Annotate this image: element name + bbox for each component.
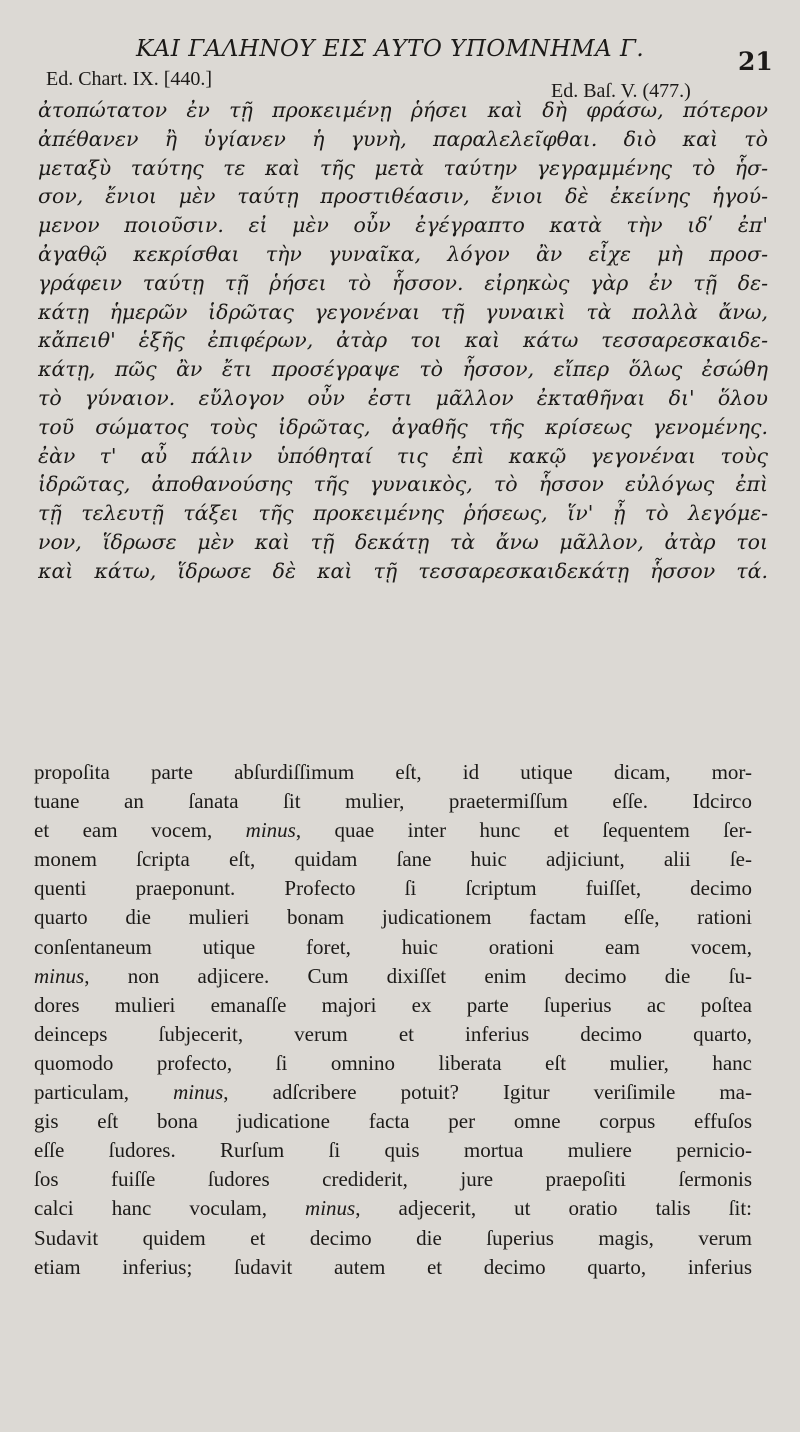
latin-line: deinceps ſubjecerit, verum et inferius decimo quarto, [34,1021,752,1046]
edition-reference-left: Ed. Chart. IX. [440.] [46,68,213,90]
greek-line: κἄπειθ' ἑξῆς ἐπιφέρων, ἀτὰρ τοι καὶ κάτω τεσσαρεσκαιδε- [38,328,768,353]
latin-line: Sudavit quidem et decimo die ſuperius magis, verum [34,1225,752,1250]
latin-line: quarto die mulieri bonam judicationem factam eſſe, rationi [34,905,752,930]
latin-line: minus, non adjicere. Cum dixiſſet enim decimo die ſu- [34,963,752,988]
running-head [0,32,800,76]
latin-line: particulam, minus, adſcribere potuit? Igitur veriſimile ma- [34,1080,752,1105]
latin-line: conſentaneum utique foret, huic orationi eam vocem, [34,934,752,959]
greek-line: μενον ποιοῦσιν. εἰ μὲν οὖν ἐγέγραπτο κατὰ τὴν ιδʹ ἐπ' [38,213,768,238]
greek-line: καὶ κάτω, ἵδρωσε δὲ καὶ τῇ τεσσαρεσκαιδεκάτῃ ἧσσον τά. [38,558,768,583]
latin-line: etiam inferius; ſudavit autem et decimo quarto, inferius [34,1254,752,1279]
greek-line: ἀγαθῷ κεκρίσθαι τὴν γυναῖκα, λόγον ἂν εἶχε μὴ προσ- [38,241,768,266]
greek-line: ἱδρῶτας, ἀποθανούσης τῆς γυναικὸς, τὸ ἧσσον εὐλόγως ἐπὶ [38,472,768,497]
latin-line: monem ſcripta eſt, quidam ſane huic adjiciunt, alii ſe- [34,847,752,872]
running-title: ΚΑΙ ΓΑΛΗΝΟΥ ΕΙΣ ΑΥΤΟ ΥΠΟΜΝΗΜΑ Γ. [136,36,645,62]
latin-line: dores mulieri emanaſſe majori ex parte ſuperius ac poſtea [34,992,752,1017]
latin-text-block [34,758,752,1282]
latin-line: propoſita parte abſurdiſſimum eſt, id utique dicam, mor- [34,760,752,784]
latin-line: et eam vocem, minus, quae inter hunc et ſequentem ſer- [34,818,752,843]
greek-line: κάτῃ, πῶς ἂν ἔτι προσέγραψε τὸ ἧσσον, εἴπερ ὅλως ἐσώθη [38,357,768,382]
latin-line: gis eſt bona judicatione facta per omne corpus effuſos [34,1109,752,1134]
greek-line: γράφειν ταύτῃ τῇ ῥήσει τὸ ἧσσον. εἰρηκὼς γὰρ ἐν τῇ δε- [38,270,768,295]
greek-line: σον, ἔνιοι μὲν ταύτῃ προστιθέασιν, ἔνιοι δὲ ἐκείνης ἡγού- [38,184,768,209]
latin-line: tuane an ſanata ſit mulier, praetermiſſum eſſe. Idcirco [34,789,752,814]
cited-term: minus [305,1196,356,1221]
greek-text-block [38,96,768,586]
greek-line: τοῦ σώματος τοὺς ἱδρῶτας, ἀγαθῆς τῆς κρίσεως γενομένης. [38,414,768,439]
cited-term: minus [245,818,296,843]
page-number: 21 [738,47,773,76]
greek-line: τὸ γύναιον. εὔλογον οὖν ἐστι μᾶλλον ἐκταθῆναι δι' ὅλου [38,385,768,410]
greek-line: ἀπέθανεν ἢ ὑγίανεν ἡ γυνὴ, παραλελεῖφθαι. διὸ καὶ τὸ [38,126,768,151]
greek-line: ἀτοπώτατον ἐν τῇ προκειμένῃ ῥήσει καὶ δὴ φράσω, πότερον [38,98,768,122]
latin-line: eſſe ſudores. Rurſum ſi quis mortua muliere pernicio- [34,1138,752,1163]
greek-line: νον, ἵδρωσε μὲν καὶ τῇ δεκάτῃ τὰ ἄνω μᾶλλον, ἀτὰρ τοι [38,529,768,554]
cited-term: minus [173,1080,224,1105]
latin-line: ſos fuiſſe ſudores crediderit, jure praepoſiti ſermonis [34,1167,752,1192]
greek-line: τῇ τελευτῇ τάξει τῆς προκειμένης ῥήσεως, ἵν' ᾖ τὸ λεγόμε- [38,501,768,526]
greek-line: κάτῃ ἡμερῶν ἱδρῶτας γεγονέναι τῇ γυναικὶ τὰ πολλὰ ἄνω, [38,299,768,324]
latin-line: quomodo profecto, ſi omnino liberata eſt mulier, hanc [34,1050,752,1075]
latin-line: calci hanc voculam, minus, adjecerit, ut oratio talis ſit: [34,1196,752,1221]
cited-term: minus [34,963,85,988]
edition-reference-right: Ed. Baſ. V. (477.) [551,80,691,102]
greek-line: ἐὰν τ' αὖ πάλιν ὑπόθηταί τις ἐπὶ κακῷ γεγονέναι τοὺς [38,443,768,468]
greek-line: μεταξὺ ταύτης τε καὶ τῆς μετὰ ταύτην γεγραμμένης τὸ ἧσ- [38,155,768,180]
latin-line: quenti praeponunt. Profecto ſi ſcriptum fuiſſet, decimo [34,876,752,901]
